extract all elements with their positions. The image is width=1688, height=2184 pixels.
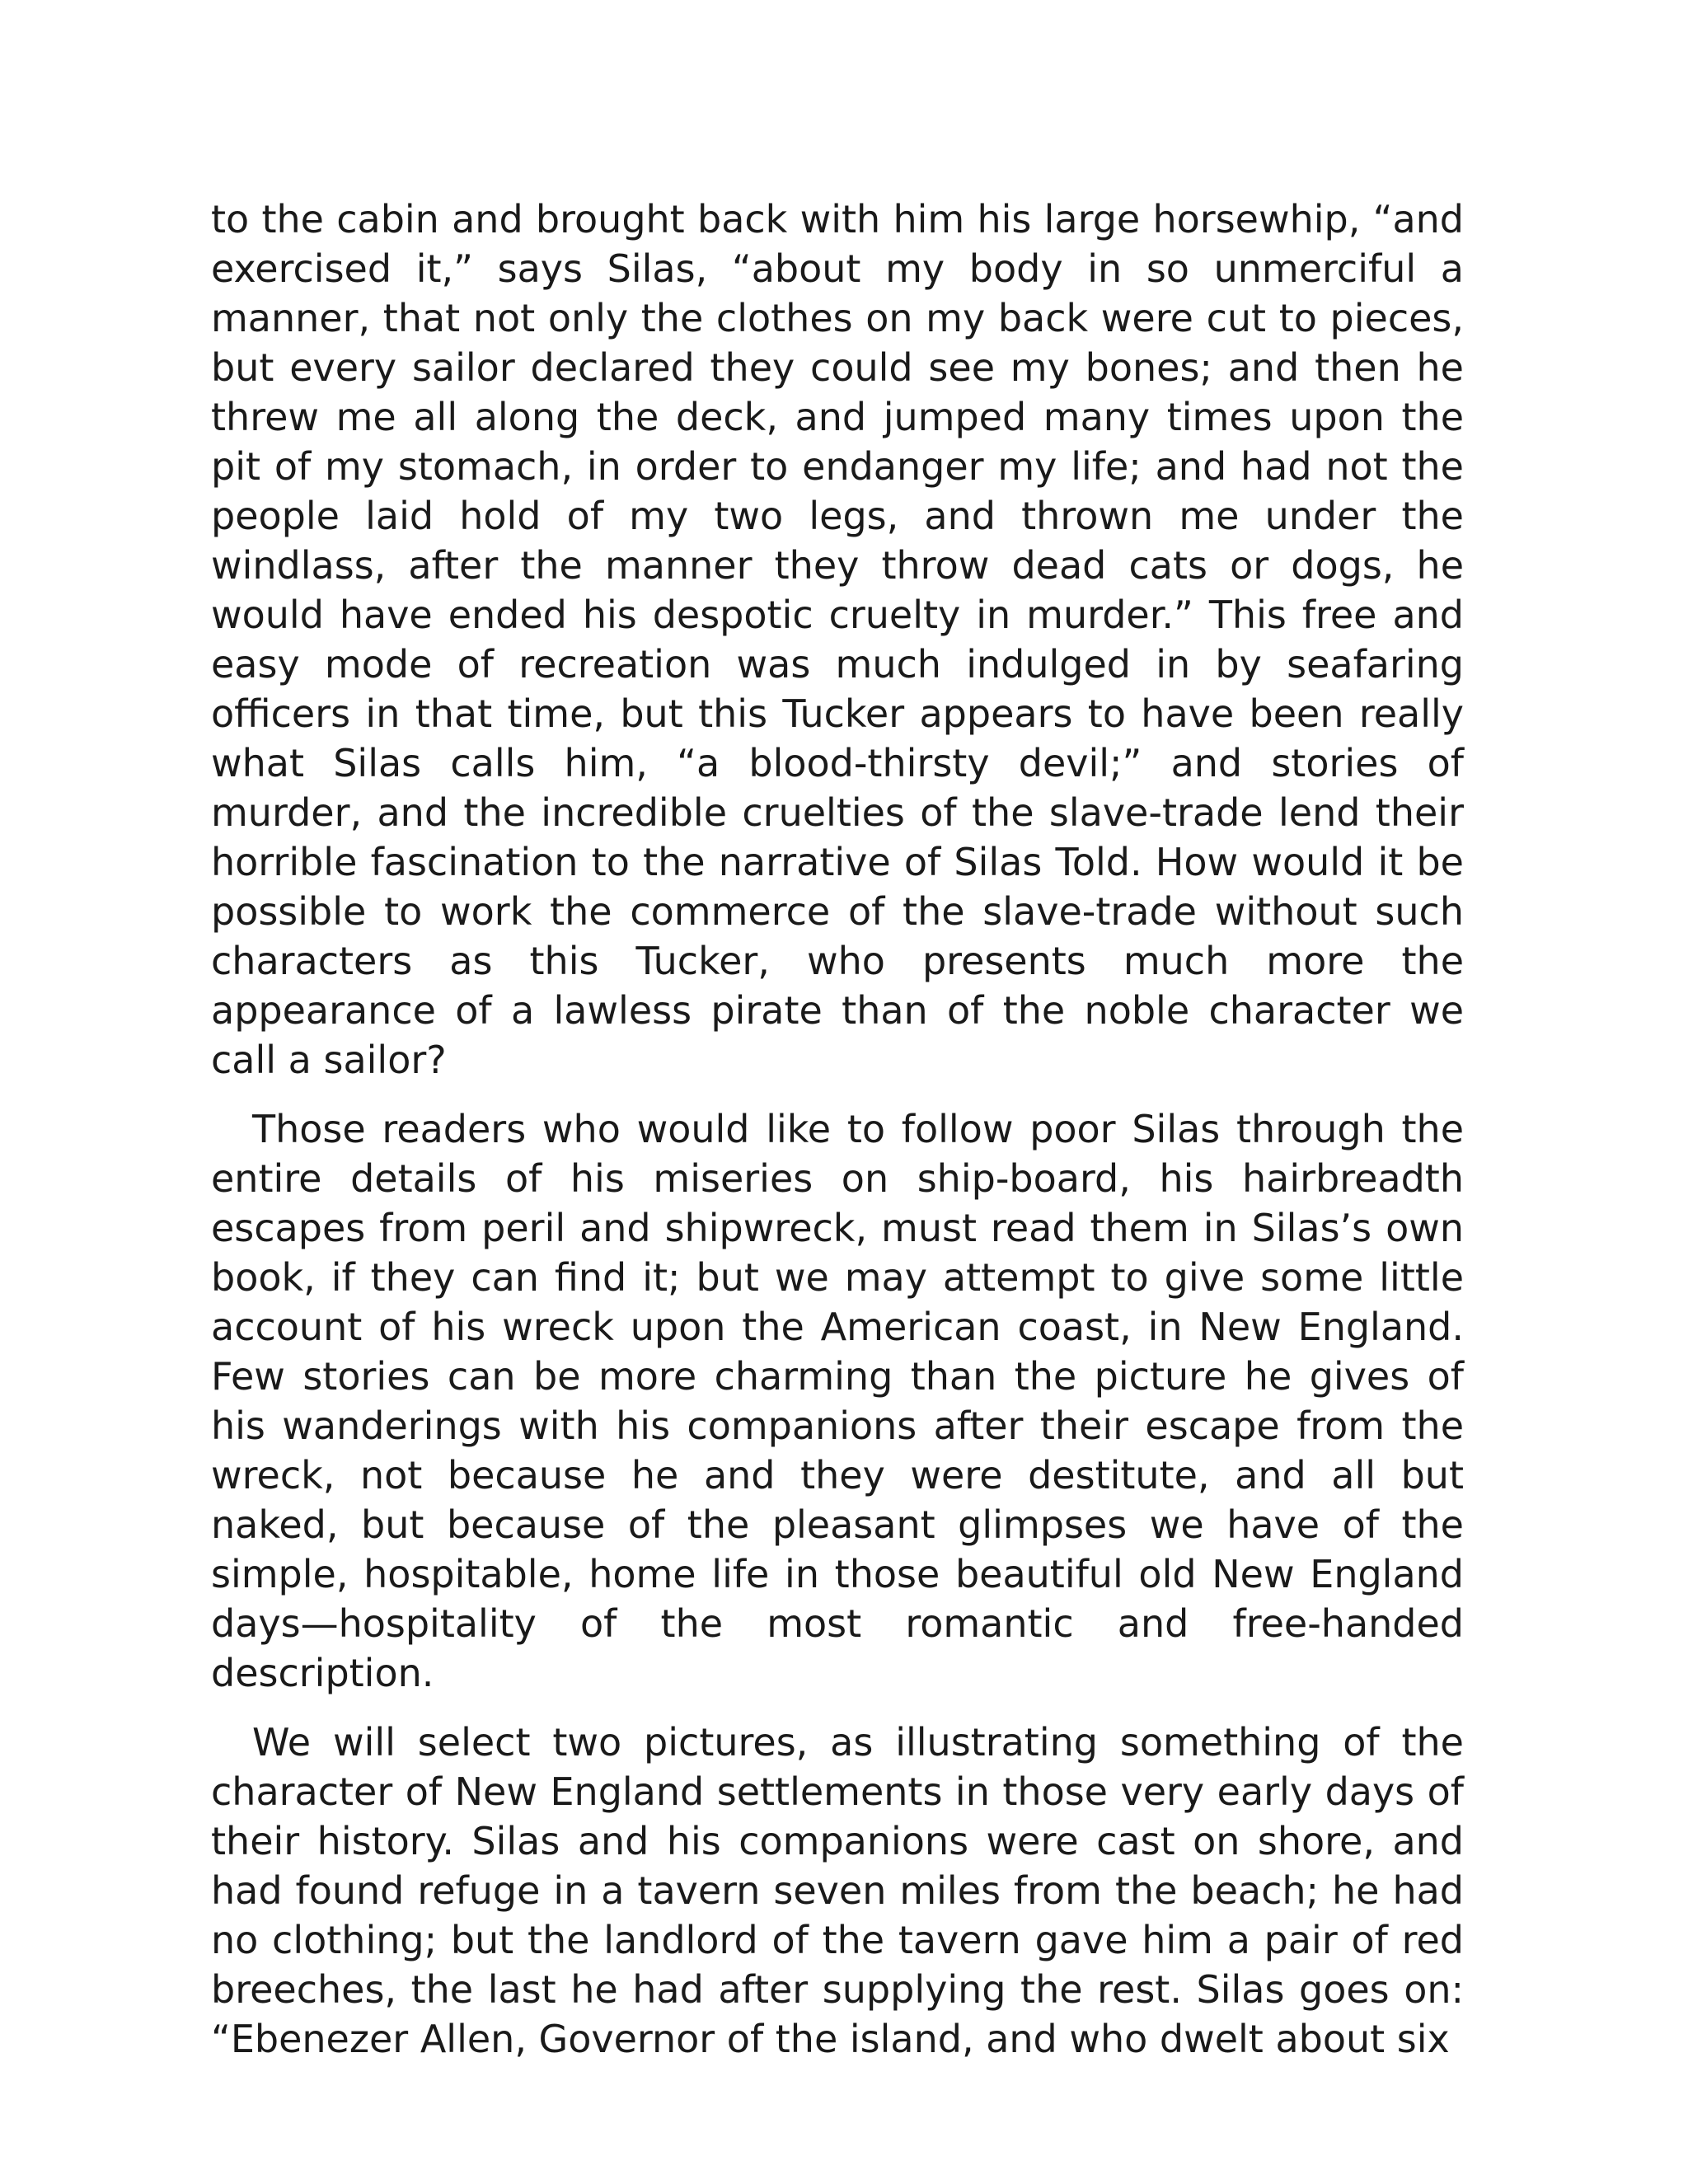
paragraph-3: We will select two pictures, as illustrating something of the character of New England settlements in those very early days of their history. Silas and his companions were cast on shore, and had found refuge in a tavern seven miles from the beach; he had no clothing; but the landlord of the tavern gave him a pair of red breeches, the last he had after supplying the rest. Silas goes on: “Ebenezer Allen, Governor of the island, and who dwelt about six [211, 1720, 1464, 2061]
paragraph-2: Those readers who would like to follow poor Silas through the entire details of his miseries on ship-board, his hairbreadth escapes from peril and shipwreck, must read them in Silas’s own book, if they can find it; but we may attempt to give some little account of his wreck upon the American coast, in New England. Few stories can be more charming than the picture he gives of his wanderings with his companions after their escape from the wreck, not because he and they were destitute, and all but naked, but because of the pleasant glimpses we have of the simple, hospitable, home life in those beautiful old New England days—hospitality of the most romantic and free-handed description. [211, 1107, 1464, 1695]
paragraph-1: to the cabin and brought back with him his large horsewhip, “and exercised it,” says Silas, “about my body in so unmerciful a manner, that not only the clothes on my back were cut to pieces, but every sailor declared they could see my bones; and then he threw me all along the deck, and jumped many times upon the pit of my stomach, in order to endanger my life; and had not the people laid hold of my two legs, and thrown me under the windlass, after the manner they throw dead cats or dogs, he would have ended his despotic cruelty in murder.” This free and easy mode of recreation was much indulged in by seafaring officers in that time, but this Tucker appears to have been really what Silas calls him, “a blood-thirsty devil;” and stories of murder, and the incredible cruelties of the slave-trade lend their horrible fascination to the narrative of Silas Told. How would it be possible to work the commerce of the slave-trade without such characters as this Tucker, who presents much more the appearance of a lawless pirate than of the noble character we call a sailor? [211, 197, 1464, 1082]
body-text [211, 194, 1464, 2083]
